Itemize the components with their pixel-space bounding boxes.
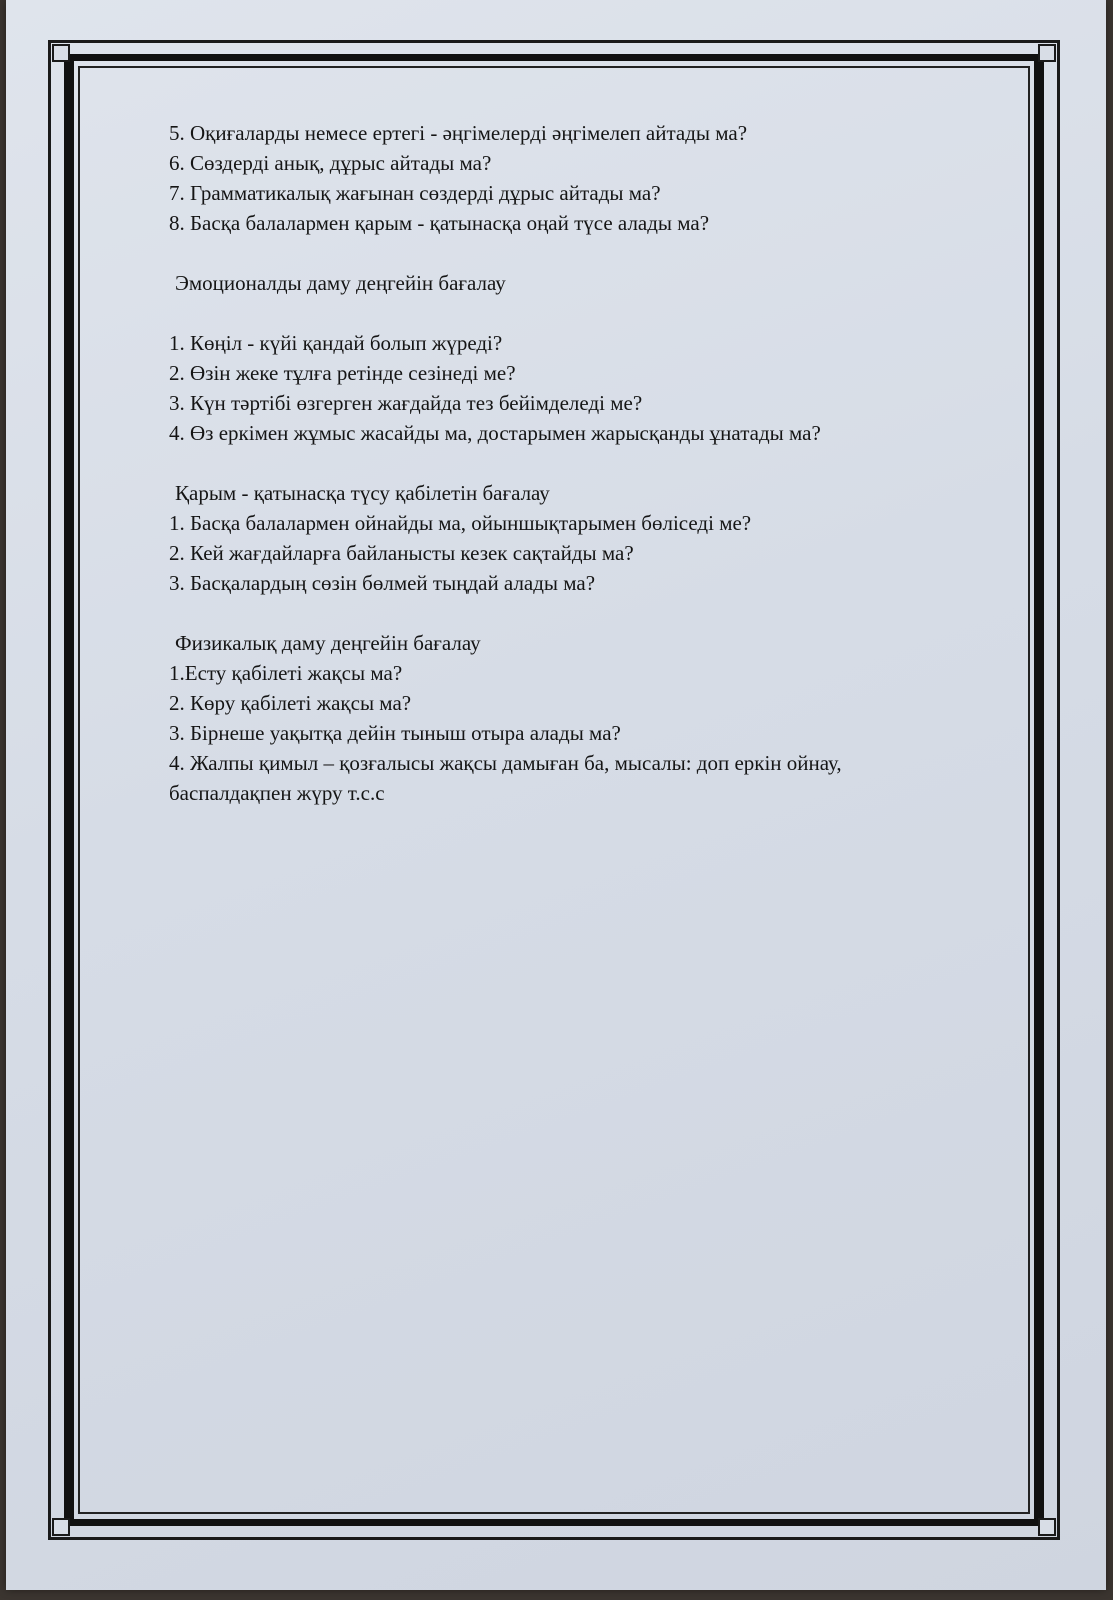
paper-sheet [6,0,1106,1590]
emotional-section [169,268,1029,448]
speech-section [169,118,1029,238]
list-item: 3. Бірнеше уақытқа дейін тыныш отыра алады ма? [169,721,621,745]
list-item: 8. Басқа балалармен қарым - қатынасқа оңай түсе алады ма? [169,211,710,235]
border-corner-ornament [1038,44,1056,62]
list-item: 7. Грамматикалық жағынан сөздерді дұрыс айтады ма? [169,181,661,205]
list-item: 4. Өз еркімен жұмыс жасайды ма, достарымен жарысқанды ұнатады ма? [169,421,821,445]
list-item: 1.Есту қабілеті жақсы ма? [169,661,403,685]
physical-section [169,628,1029,808]
list-item: 4. Жалпы қимыл – қозғалысы жақсы дамыған ба, мысалы: доп еркін ойнау, [169,751,842,775]
list-item: 6. Сөздерді анық, дұрыс айтады ма? [169,151,492,175]
list-item: баспалдақпен жүру т.с.с [169,781,385,805]
list-item: 2. Кей жағдайларға байланысты кезек сақтайды ма? [169,541,634,565]
list-item: 3. Басқалардың сөзін бөлмей тыңдай алады ма? [169,571,596,595]
list-item: 2. Өзін жеке тұлға ретінде сезінеді ме? [169,361,516,385]
communication-section [169,478,1029,598]
section-heading: Физикалық даму деңгейін бағалау [175,631,481,655]
border-corner-ornament [52,44,70,62]
section-heading: Қарым - қатынасқа түсу қабілетін бағалау [175,481,550,505]
list-item: 1. Көңіл - күйі қандай болып жүреді? [169,331,503,355]
list-item: 5. Оқиғаларды немесе ертегі - әңгімелерді әңгімелеп айтады ма? [169,121,748,145]
border-corner-ornament [52,1518,70,1536]
list-item: 1. Басқа балалармен ойнайды ма, ойыншықтарымен бөліседі ме? [169,511,752,535]
document-body [169,118,1029,808]
section-heading: Эмоционалды даму деңгейін бағалау [175,271,506,295]
list-item: 2. Көру қабілеті жақсы ма? [169,691,412,715]
list-item: 3. Күн тәртібі өзгерген жағдайда тез бейімделеді ме? [169,391,643,415]
border-corner-ornament [1038,1518,1056,1536]
